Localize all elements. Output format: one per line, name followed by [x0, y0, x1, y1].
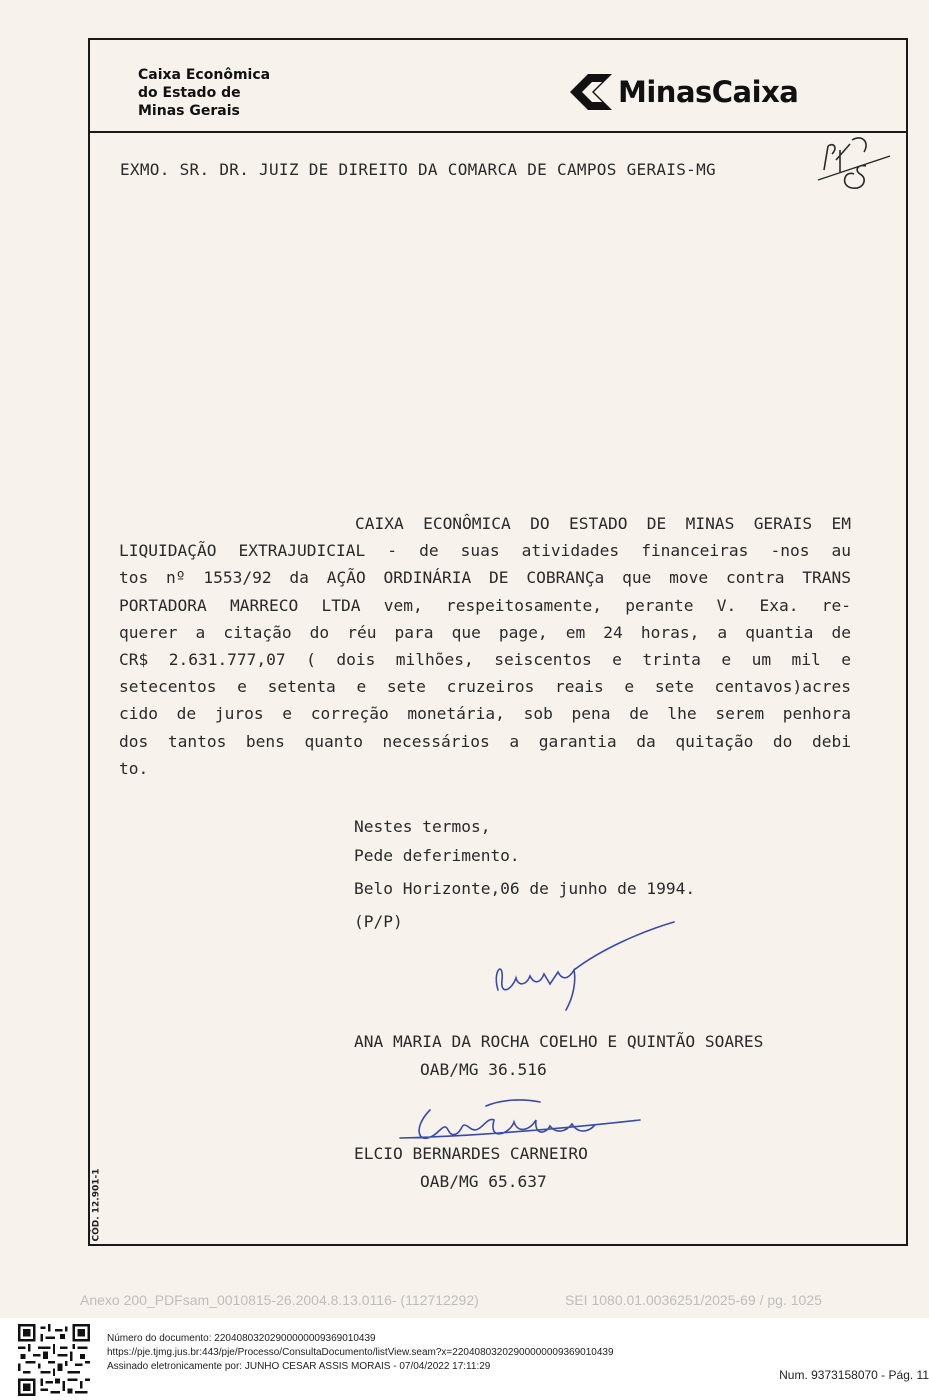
pp-note: (P/P) [354, 912, 403, 931]
document-number: Número do documento: 22040803202900000009369010439 [107, 1333, 376, 1344]
body-line: setecentos e setenta e sete cruzeiros reais e sete centavos)acres [119, 677, 851, 697]
signature-1-icon [490, 920, 680, 1020]
closing-line: Pede deferimento. [354, 846, 520, 865]
body-line: LIQUIDAÇÃO EXTRAJUDICIAL - de suas atividades financeiras -nos au [119, 541, 851, 561]
annex-left: Anexo 200_PDFsam_0010815-26.2004.8.13.0116- (112712292) [80, 1292, 479, 1308]
place-date: Belo Horizonte,06 de junho de 1994. [354, 879, 696, 898]
body-line: dos tantos bens quanto necessários a garantia da quitação do debi [119, 731, 851, 751]
signed-by: Assinado eletronicamente por: JUNHO CESAR ASSIS MORAIS - 07/04/2022 17:11:29 [107, 1361, 491, 1372]
signer-1-oab: OAB/MG 36.516 [420, 1060, 547, 1079]
logo-mark-icon [568, 72, 614, 112]
document-url[interactable]: https://pje.tjmg.jus.br:443/pje/Processo/ConsultaDocumento/listView.seam?x=22040803202900000009369010439 [107, 1347, 614, 1358]
handwritten-page-mark-icon [814, 130, 898, 200]
page-number: Num. 9373158070 - Pág. 11 [779, 1368, 929, 1382]
signer-2-name: ELCIO BERNARDES CARNEIRO [354, 1144, 588, 1163]
signer-2-oab: OAB/MG 65.637 [420, 1172, 547, 1191]
bank-name-line: Caixa Econômica [138, 67, 271, 83]
bank-name-line: Minas Gerais [138, 103, 240, 119]
minascaixa-logo [568, 72, 798, 112]
body-line: to. [119, 758, 149, 778]
footer-lines [107, 1332, 614, 1374]
body-line: tos nº 1553/92 da AÇÃO ORDINÁRIA DE COBRANÇa que move contra TRANS [119, 568, 851, 588]
petition-body [119, 510, 851, 782]
qr-code-icon[interactable] [18, 1324, 90, 1396]
closing-block [354, 812, 695, 936]
bank-name-line: do Estado de [138, 85, 241, 101]
annex-right: SEI 1080.01.0036251/2025-69 / pg. 1025 [565, 1292, 822, 1308]
logo-text: MinasCaixa [618, 75, 799, 109]
closing-line: Nestes termos, [354, 817, 491, 836]
bank-name [138, 66, 270, 120]
body-line: cido de juros e correção monetária, sob pena de lhe serem penhora [119, 704, 851, 724]
body-line: PORTADORA MARRECO LTDA vem, respeitosamente, perante V. Exa. re- [119, 595, 851, 615]
signer-1-name: ANA MARIA DA ROCHA COELHO E QUINTÃO SOARES [354, 1032, 764, 1051]
letterhead-frame [88, 38, 908, 1246]
addressee: EXMO. SR. DR. JUIZ DE DIREITO DA COMARCA DE CAMPOS GERAIS-MG [120, 160, 716, 179]
body-line: CR$ 2.631.777,07 ( dois milhões, seiscentos e trinta e um mil e [119, 649, 851, 669]
electronic-signature-footer [0, 1318, 929, 1400]
body-line: CAIXA ECONÔMICA DO ESTADO DE MINAS GERAIS EM [355, 514, 851, 533]
header-divider [90, 131, 906, 133]
body-line: querer a citação do réu para que page, em 24 horas, a quantia de [119, 622, 851, 642]
form-code: CÓD. 12.901-1 [91, 1168, 102, 1242]
